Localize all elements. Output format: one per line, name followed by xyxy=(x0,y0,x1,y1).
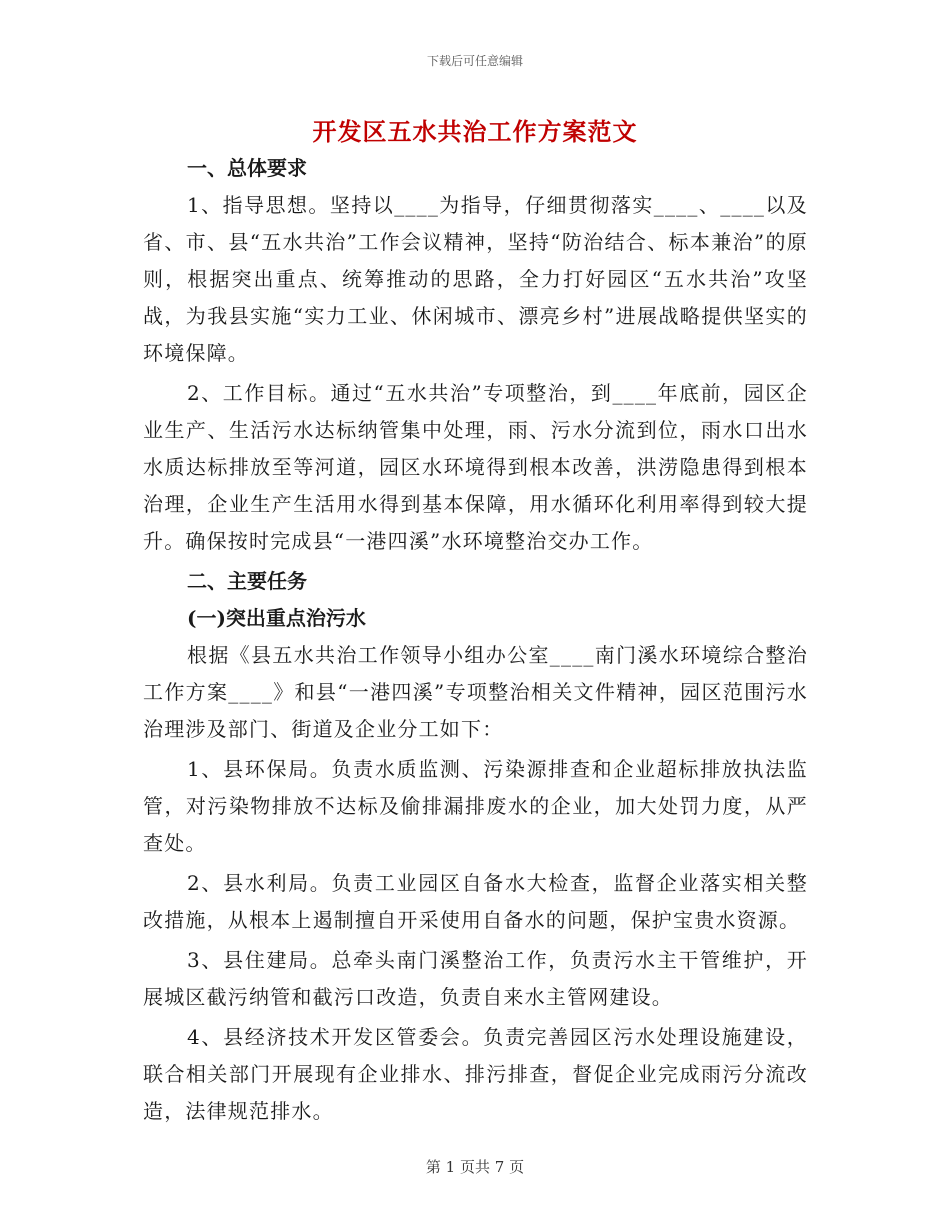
paragraph-housing-bureau: 3、县住建局。总牵头南门溪整治工作，负责污水主干管维护，开展城区截污纳管和截污口改造，负责自来水主管网建设。 xyxy=(143,948,808,1009)
paragraph-work-goals: 2、工作目标。通过“五水共治”专项整治，到____年底前，园区企业生产、生活污水达标纳管集中处理，雨、污水分流到位，雨水口出水水质达标排放至等河道，园区水环境得到根本改善，洪涝隐患得到根本治理，企业生产生活用水得到基本保障，用水循环化利用率得到较大提升。确保按时完成县“一港四溪”水环境整治交办工作。 xyxy=(143,381,808,553)
paragraph-development-zone-committee: 4、县经济技术开发区管委会。负责完善园区污水处理设施建设，联合相关部门开展现有企业排水、排污排查，督促企业完成雨污分流改造，法律规范排水。 xyxy=(143,1025,808,1123)
paragraph-guiding-ideology: 1、指导思想。坚持以____为指导，仔细贯彻落实____、____以及省、市、县“五水共治”工作会议精神，坚持“防治结合、标本兼治”的原则，根据突出重点、统筹推动的思路，全力打好园区“五水共治”攻坚战，为我县实施“实力工业、休闲城市、漂亮乡村”进展战略提供坚实的环境保障。 xyxy=(143,193,808,365)
subheading-sewage-treatment: (一)突出重点治污水 xyxy=(187,606,366,630)
paragraph-water-bureau: 2、县水利局。负责工业园区自备水大检查，监督企业落实相关整改措施，从根本上遏制擅自开采使用自备水的问题，保护宝贵水资源。 xyxy=(143,871,808,932)
paragraph-environmental-bureau: 1、县环保局。负责水质监测、污染源排查和企业超标排放执法监管，对污染物排放不达标及偷排漏排废水的企业，加大处罚力度，从严查处。 xyxy=(143,757,808,855)
paragraph-division-of-work: 根据《县五水共治工作领导小组办公室____南门溪水环境综合整治工作方案____》和县“一港四溪”专项整治相关文件精神，园区范围污水治理涉及部门、街道及企业分工如下： xyxy=(143,643,808,741)
document-title: 开发区五水共治工作方案范文 xyxy=(312,117,638,146)
section-heading-main-tasks: 二、主要任务 xyxy=(187,569,307,593)
page-header-note: 下载后可任意编辑 xyxy=(426,54,523,68)
section-heading-overall-requirements: 一、总体要求 xyxy=(187,156,307,180)
document-body xyxy=(143,150,808,1133)
page-footer-number: 第 1 页共 7 页 xyxy=(425,1158,525,1176)
